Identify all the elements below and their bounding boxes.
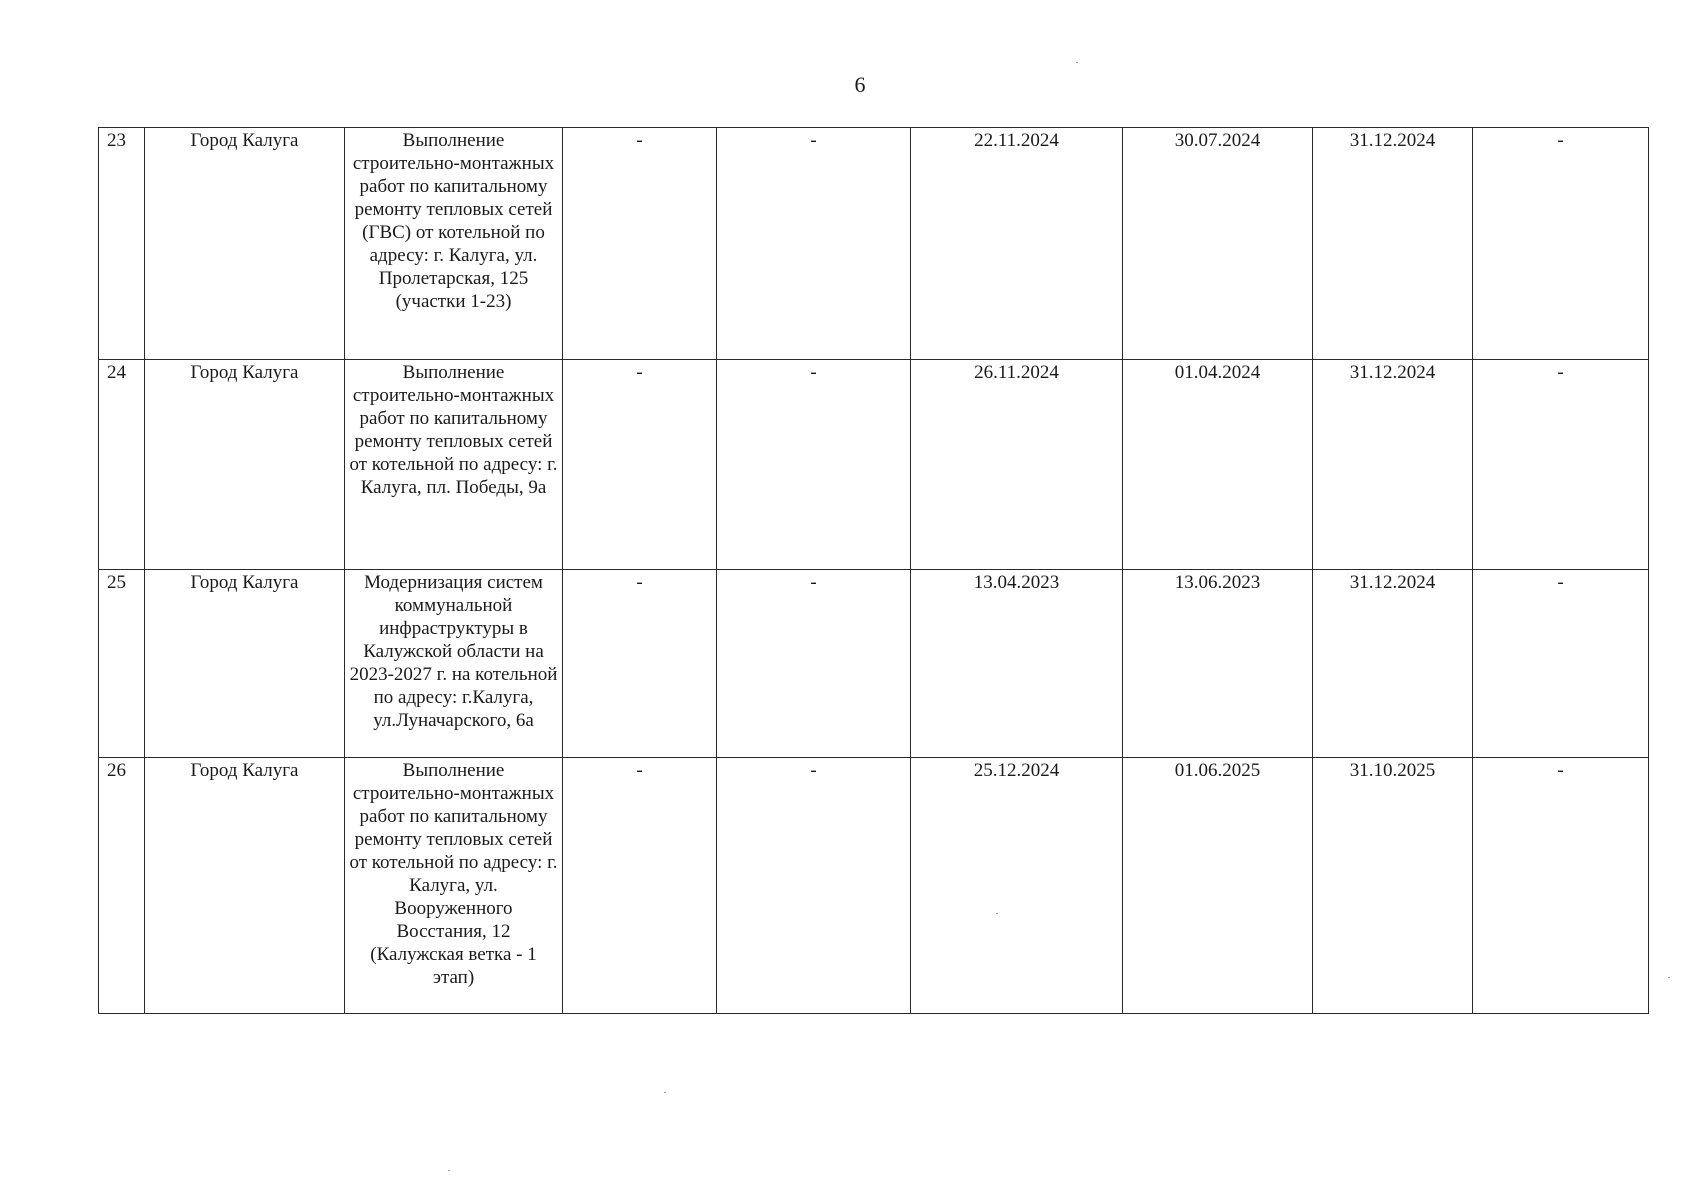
empty-value-cell: -	[563, 128, 717, 360]
date-cell: 01.06.2025	[1123, 758, 1313, 1014]
date-cell: 31.12.2024	[1313, 128, 1473, 360]
date-cell: 31.12.2024	[1313, 360, 1473, 570]
municipality-cell: Город Калуга	[145, 570, 345, 758]
municipality-cell: Город Калуга	[145, 128, 345, 360]
description-cell: Модернизация систем коммунальной инфраструктуры в Калужской области на 2023-2027 г. на котельной по адресу: г.Калуга, ул.Луначарского, 6а	[345, 570, 563, 758]
empty-value-cell: -	[717, 758, 911, 1014]
empty-value-cell: -	[1473, 570, 1649, 758]
empty-value-cell: -	[563, 570, 717, 758]
empty-value-cell: -	[1473, 360, 1649, 570]
data-table	[98, 127, 1649, 1014]
scan-speck	[664, 1092, 666, 1093]
table-row	[99, 758, 1649, 1014]
page-number: 6	[854, 72, 866, 97]
empty-value-cell: -	[1473, 758, 1649, 1014]
description-cell: Выполнение строительно-монтажных работ по капитальному ремонту тепловых сетей от котельной по адресу: г. Калуга, ул. Вооруженного Восстания, 12 (Калужская ветка - 1 этап)	[345, 758, 563, 1014]
empty-value-cell: -	[717, 360, 911, 570]
date-cell: 31.10.2025	[1313, 758, 1473, 1014]
description-cell: Выполнение строительно-монтажных работ по капитальному ремонту тепловых сетей (ГВС) от котельной по адресу: г. Калуга, ул. Пролетарская, 125 (участки 1-23)	[345, 128, 563, 360]
scan-speck	[1668, 977, 1670, 978]
row-number: 24	[99, 360, 145, 570]
table-row	[99, 128, 1649, 360]
municipality-cell: Город Калуга	[145, 758, 345, 1014]
date-cell: 22.11.2024	[911, 128, 1123, 360]
scan-speck	[448, 1170, 450, 1171]
scan-speck	[996, 913, 998, 914]
date-cell: 13.06.2023	[1123, 570, 1313, 758]
date-cell: 25.12.2024	[911, 758, 1123, 1014]
empty-value-cell: -	[563, 758, 717, 1014]
row-number: 23	[99, 128, 145, 360]
empty-value-cell: -	[717, 570, 911, 758]
empty-value-cell: -	[717, 128, 911, 360]
row-number: 25	[99, 570, 145, 758]
empty-value-cell: -	[1473, 128, 1649, 360]
scan-speck	[1076, 62, 1078, 63]
date-cell: 01.04.2024	[1123, 360, 1313, 570]
row-number: 26	[99, 758, 145, 1014]
date-cell: 13.04.2023	[911, 570, 1123, 758]
date-cell: 30.07.2024	[1123, 128, 1313, 360]
municipality-cell: Город Калуга	[145, 360, 345, 570]
date-cell: 26.11.2024	[911, 360, 1123, 570]
empty-value-cell: -	[563, 360, 717, 570]
date-cell: 31.12.2024	[1313, 570, 1473, 758]
table-row	[99, 360, 1649, 570]
description-cell: Выполнение строительно-монтажных работ по капитальному ремонту тепловых сетей от котельной по адресу: г. Калуга, пл. Победы, 9а	[345, 360, 563, 570]
table-row	[99, 570, 1649, 758]
